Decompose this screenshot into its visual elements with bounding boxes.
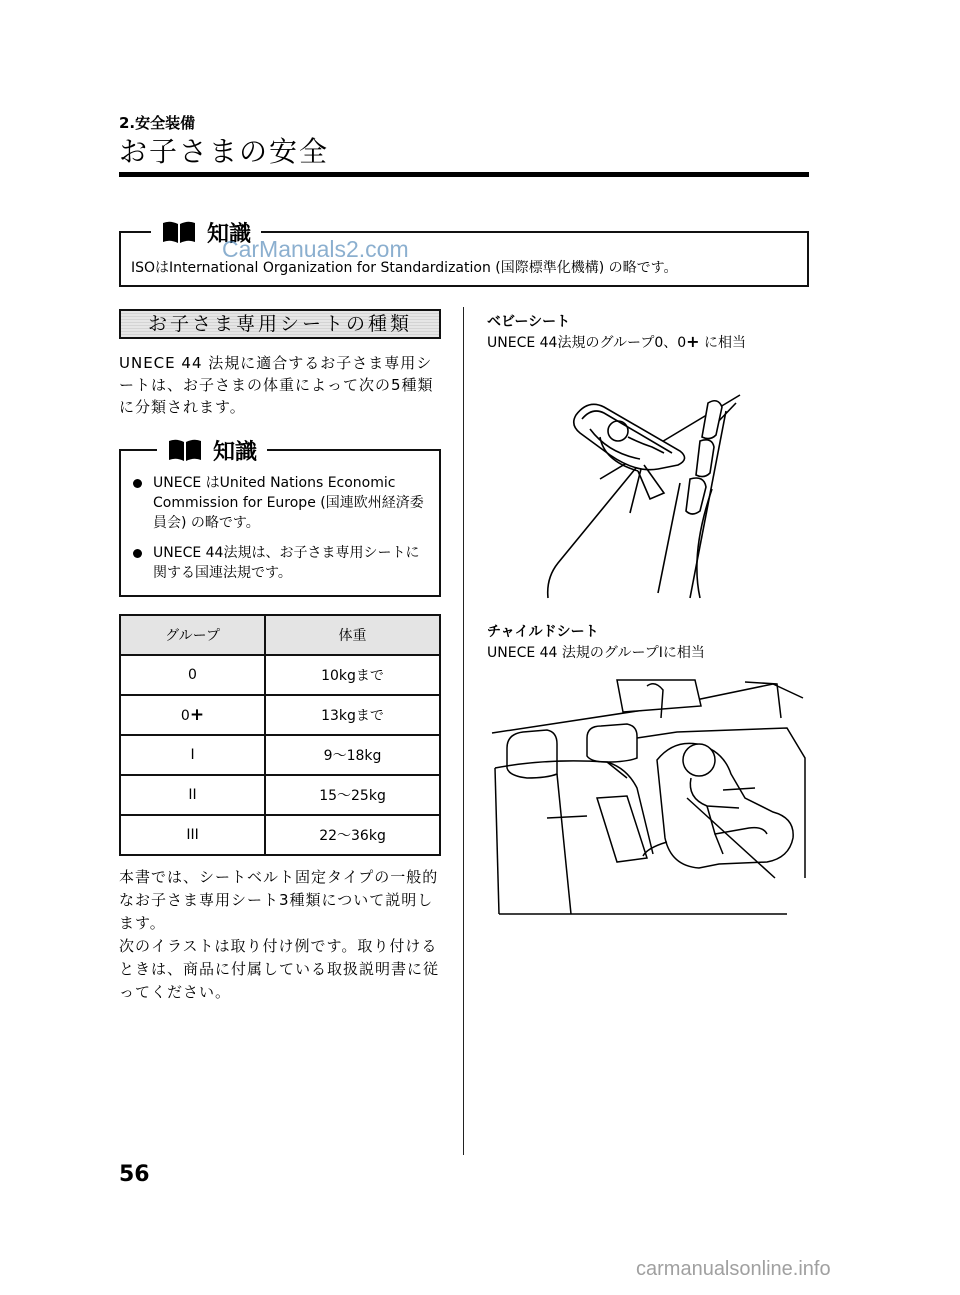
group-cell: I [120,735,265,775]
table-row [120,735,440,775]
baby-seat-illustration [540,393,755,603]
baby-seat-description [487,332,746,352]
weight-cell: 15〜25kg [265,775,440,815]
section-label: 2.安全装備 [119,114,196,132]
watermark-bottom: carmanualsonline.info [636,1258,831,1280]
knowledge-header [157,431,267,469]
weight-cell: 22〜36kg [265,815,440,855]
watermark-top: CarManuals2.com [222,236,409,262]
baby-seat-text: UNECE 44法規のグループ0、0 [487,335,687,351]
weight-cell: 9〜18kg [265,735,440,775]
table-row [120,655,440,695]
book-icon [167,438,203,462]
header-group: グループ [120,615,265,655]
page-number: 56 [119,1162,150,1187]
section-banner: お子さま専用シートの種類 [119,309,441,339]
title-rule [119,172,809,177]
child-seat-description: UNECE 44 法規のグループIに相当 [487,645,705,661]
note-item: UNECE はUnited Nations Economic Commission for Europe (国連欧州経済委員会) の略です。 [133,473,433,533]
table-row [120,775,440,815]
table-row [120,815,440,855]
note-list [133,473,433,593]
intro-paragraph: UNECE 44 法規に適合するお子さま専用シートは、お子さまの体重によって次の5種類に分類されます。 [119,354,434,416]
table-header-row [120,615,440,655]
child-seat-heading: チャイルドシート [487,624,599,640]
page-title: お子さまの安全 [119,135,330,168]
group-cell: 0 [120,655,265,695]
baby-seat-heading: ベビーシート [487,314,571,330]
knowledge-box-unece [119,439,441,597]
table-row [120,695,440,735]
iso-note-text: ISOはInternational Organization for Standardization (国際標準化機構) の略です。 [131,260,678,276]
note-item: UNECE 44法規は、お子さま専用シートに関する国連法規です。 [133,543,433,583]
group-cell: II [120,775,265,815]
group-cell [120,695,265,735]
knowledge-label: 知識 [207,221,252,247]
child-seat-illustration [487,678,807,916]
weight-group-table [119,614,441,856]
group-cell: III [120,815,265,855]
knowledge-label: 知識 [213,439,258,465]
book-icon [161,220,197,244]
body-paragraph: 次のイラストは取り付け例です。取り付けるときは、商品に付属している取扱説明書に従ってください。 [119,937,440,1001]
plus-mark: + [189,705,205,725]
group-value: 0 [180,708,190,724]
weight-cell: 13kgまで [265,695,440,735]
body-paragraph: 本書では、シートベルト固定タイプの一般的なお子さま専用シート3種類について説明します。 [119,868,439,932]
column-divider [463,307,464,1155]
plus-mark: + [686,332,700,351]
header-weight: 体重 [265,615,440,655]
baby-seat-text-tail: に相当 [699,335,747,351]
weight-cell: 10kgまで [265,655,440,695]
body-text [119,866,444,1004]
